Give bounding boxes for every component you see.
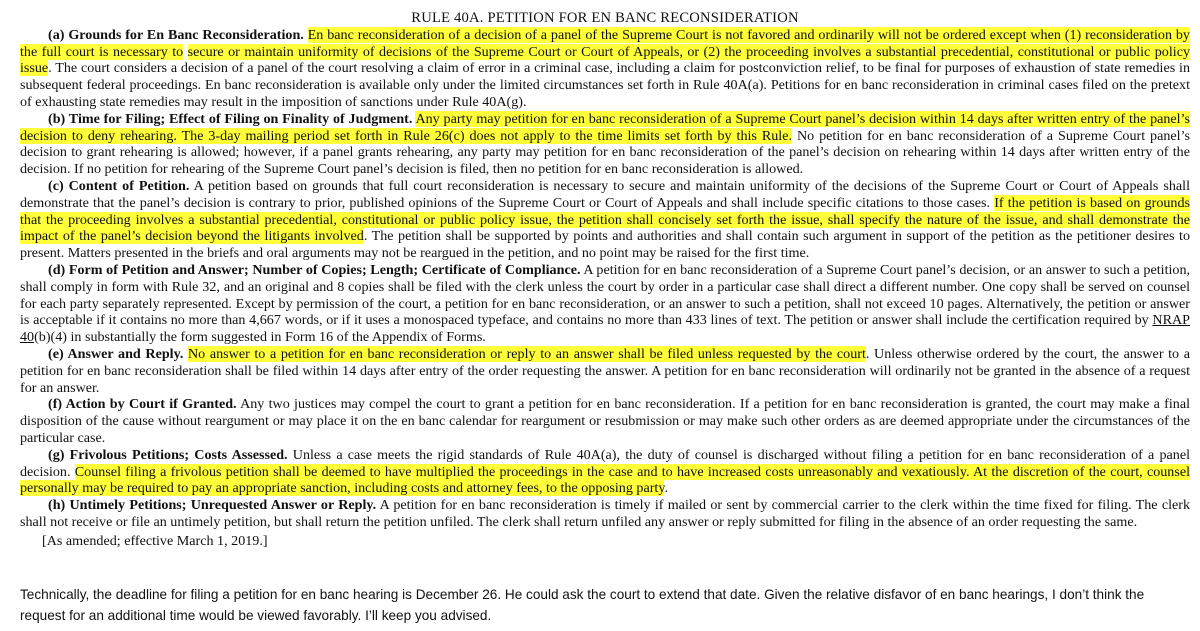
section-a [20,27,1190,111]
section-b-heading: (b) Time for Filing; Effect of Filing on Finality of Judgment. [48,110,413,127]
section-h [20,497,1190,531]
section-e-heading: (e) Answer and Reply. [48,345,184,362]
highlight: No answer to a petition for en banc reconsideration or reply to an answer shall be filed unless requested by the court [188,345,866,362]
highlight: If the petition is based on grounds that the proceeding involves a substantial precedential, constitutional or public policy issue, the petition shall concisely set forth the issue, shall specify the nature of the issue, and shall demonstrate the impact of the panel’s decision beyond the litigants involved [20,194,1190,245]
text: A petition for en banc reconsideration is timely if mailed or sent by commercial carrier to the clerk within the time fixed for filing. The clerk shall not receive or file an untimely petition, but shall return the petition unfiled. The clerk shall return unfiled any answer or reply submitted for filing in the absence of an order requesting the same. [20,497,1190,530]
highlight: Any party may petition for en banc reconsideration of a Supreme Court panel’s decision within 14 days after written entry of the panel’s decision to deny rehearing. The 3-day mailing period set forth in Rule 26(c) does not apply to the time limits set forth by this Rule. [20,110,1191,144]
text: . The court considers a decision of a panel of the court resolving a claim of error in a criminal case, including a claim for postconviction relief, to be final for purposes of exhaustion of state remedies in subsequent federal proceedings. En banc reconsideration is available only under the limited circumstances set forth in Rule 40A(a). Petitions for en banc reconsideration in criminal cases filed on the pretext of exhausting state remedies may result in the imposition of sanctions under Rule 40A(g). [20,60,1190,110]
text [183,44,187,60]
section-g [20,447,1190,497]
section-c-heading: (c) Content of Petition. [48,177,190,194]
text: . Unless otherwise ordered by the court, the answer to a petition for en banc reconsideration shall be filed within 14 days after entry of the order requesting the answer. A petition for en banc reconsideration will ordinarily not be granted in the absence of a request for an answer. [20,345,1190,396]
amended-note: [As amended; effective March 1, 2019.] [42,532,268,549]
section-g-heading: (g) Frivolous Petitions; Costs Assessed. [48,446,288,463]
rule-document [20,10,1190,550]
comment-text: Technically, the deadline for filing a petition for en banc hearing is December 26. He could ask the court to extend that date. Given the relative disfavor of en banc hearings, I don’t think the request for an additional time would be viewed favorably. I’ll keep you advised. [20,587,1145,623]
text: No petition for en banc reconsideration of a Supreme Court panel’s decision to grant rehearing is allowed; however, if a panel grants rehearing, any party may petition for en banc reconsideration of the panel’s decision on rehearing within 14 days after written entry of the decision. If no petition for rehearing of the Supreme Court panel’s decision is filed, then no petition for en banc reconsideration is allowed. [20,127,1190,178]
section-e [20,346,1190,396]
text: . [664,480,669,497]
rule-title: RULE 40A. PETITION FOR EN BANC RECONSIDERATION [411,10,799,26]
section-b [20,111,1190,178]
section-f-heading: (f) Action by Court if Granted. [48,396,237,413]
section-a-heading: (a) Grounds for En Banc Reconsideration. [48,26,304,43]
nrap-40-link[interactable]: NRAP 40 [20,312,1190,346]
text: Unless a case meets the rigid standards of Rule 40A(a), the duty of counsel is discharged without filing a petition for en banc reconsideration of a panel decision. [20,446,1191,480]
highlight: Counsel filing a frivolous petition shall be deemed to have multiplied the proceedings in the case and to have increased costs unreasonably and vexatiously. At the discretion of the court, counsel personally may be required to pay an appropriate sanction, including costs and attorney fees, to the opposing party [20,463,1191,497]
text: (b)(4) in substantially the form suggested in Form 16 of the Appendix of Forms. [34,329,486,346]
section-h-heading: (h) Untimely Petitions; Unrequested Answer or Reply. [48,497,377,514]
highlight: En banc reconsideration of a decision of a panel of the Supreme Court is not favored and ordinarily will not be ordered except when (1) reconsideration by the full court is necessary to [20,26,1190,60]
section-c [20,178,1190,262]
highlight: secure or maintain uniformity of decisions of the Supreme Court or Court of Appeals, or (2) the proceeding involves a substantial precedential, constitutional or public policy issue [20,43,1190,77]
text: . The petition shall be supported by points and authorities and shall contain such argument in support of the petition as the petitioner desires to present. Matters presented in the briefs and oral arguments may not be reargued in the petition, and no point may be raised for the first time. [20,228,1191,262]
section-f [20,396,1190,446]
text: A petition for en banc reconsideration of a Supreme Court panel’s decision, or an answer to such a petition, shall comply in form with Rule 32, and an original and 8 copies shall be filed with the clerk unless the court by order in a particular case shall direct a different number. One copy shall be served on counsel for each party separately represented. Except by permission of the court, a petition for en banc reconsideration, or an answer to such a petition, shall not exceed 10 pages. Alternatively, the petition or answer is acceptable if it contains no more than 4,667 words, or if it uses a monospaced typeface, and contains no more than 433 lines of text. The petition or answer shall include the certification required by [20,261,1191,329]
text: Any two justices may compel the court to grant a petition for en banc reconsideration. If a petition for en banc reconsideration is granted, the court may make a final disposition of the cause without reargument or may place it on the en banc calendar for reargument or resubmission or may make such other orders as are deemed appropriate under the circumstances of the particular case. [20,396,1190,446]
section-d [20,262,1190,346]
section-d-heading: (d) Form of Petition and Answer; Number of Copies; Length; Certificate of Compliance. [48,261,581,278]
text: A petition based on grounds that full court reconsideration is necessary to secure and maintain uniformity of the decisions of the Supreme Court or Court of Appeals shall demonstrate that the panel’s decision is contrary to prior, published opinions of the Supreme Court or Court of Appeals and shall include specific citations to those cases. [20,177,1191,211]
